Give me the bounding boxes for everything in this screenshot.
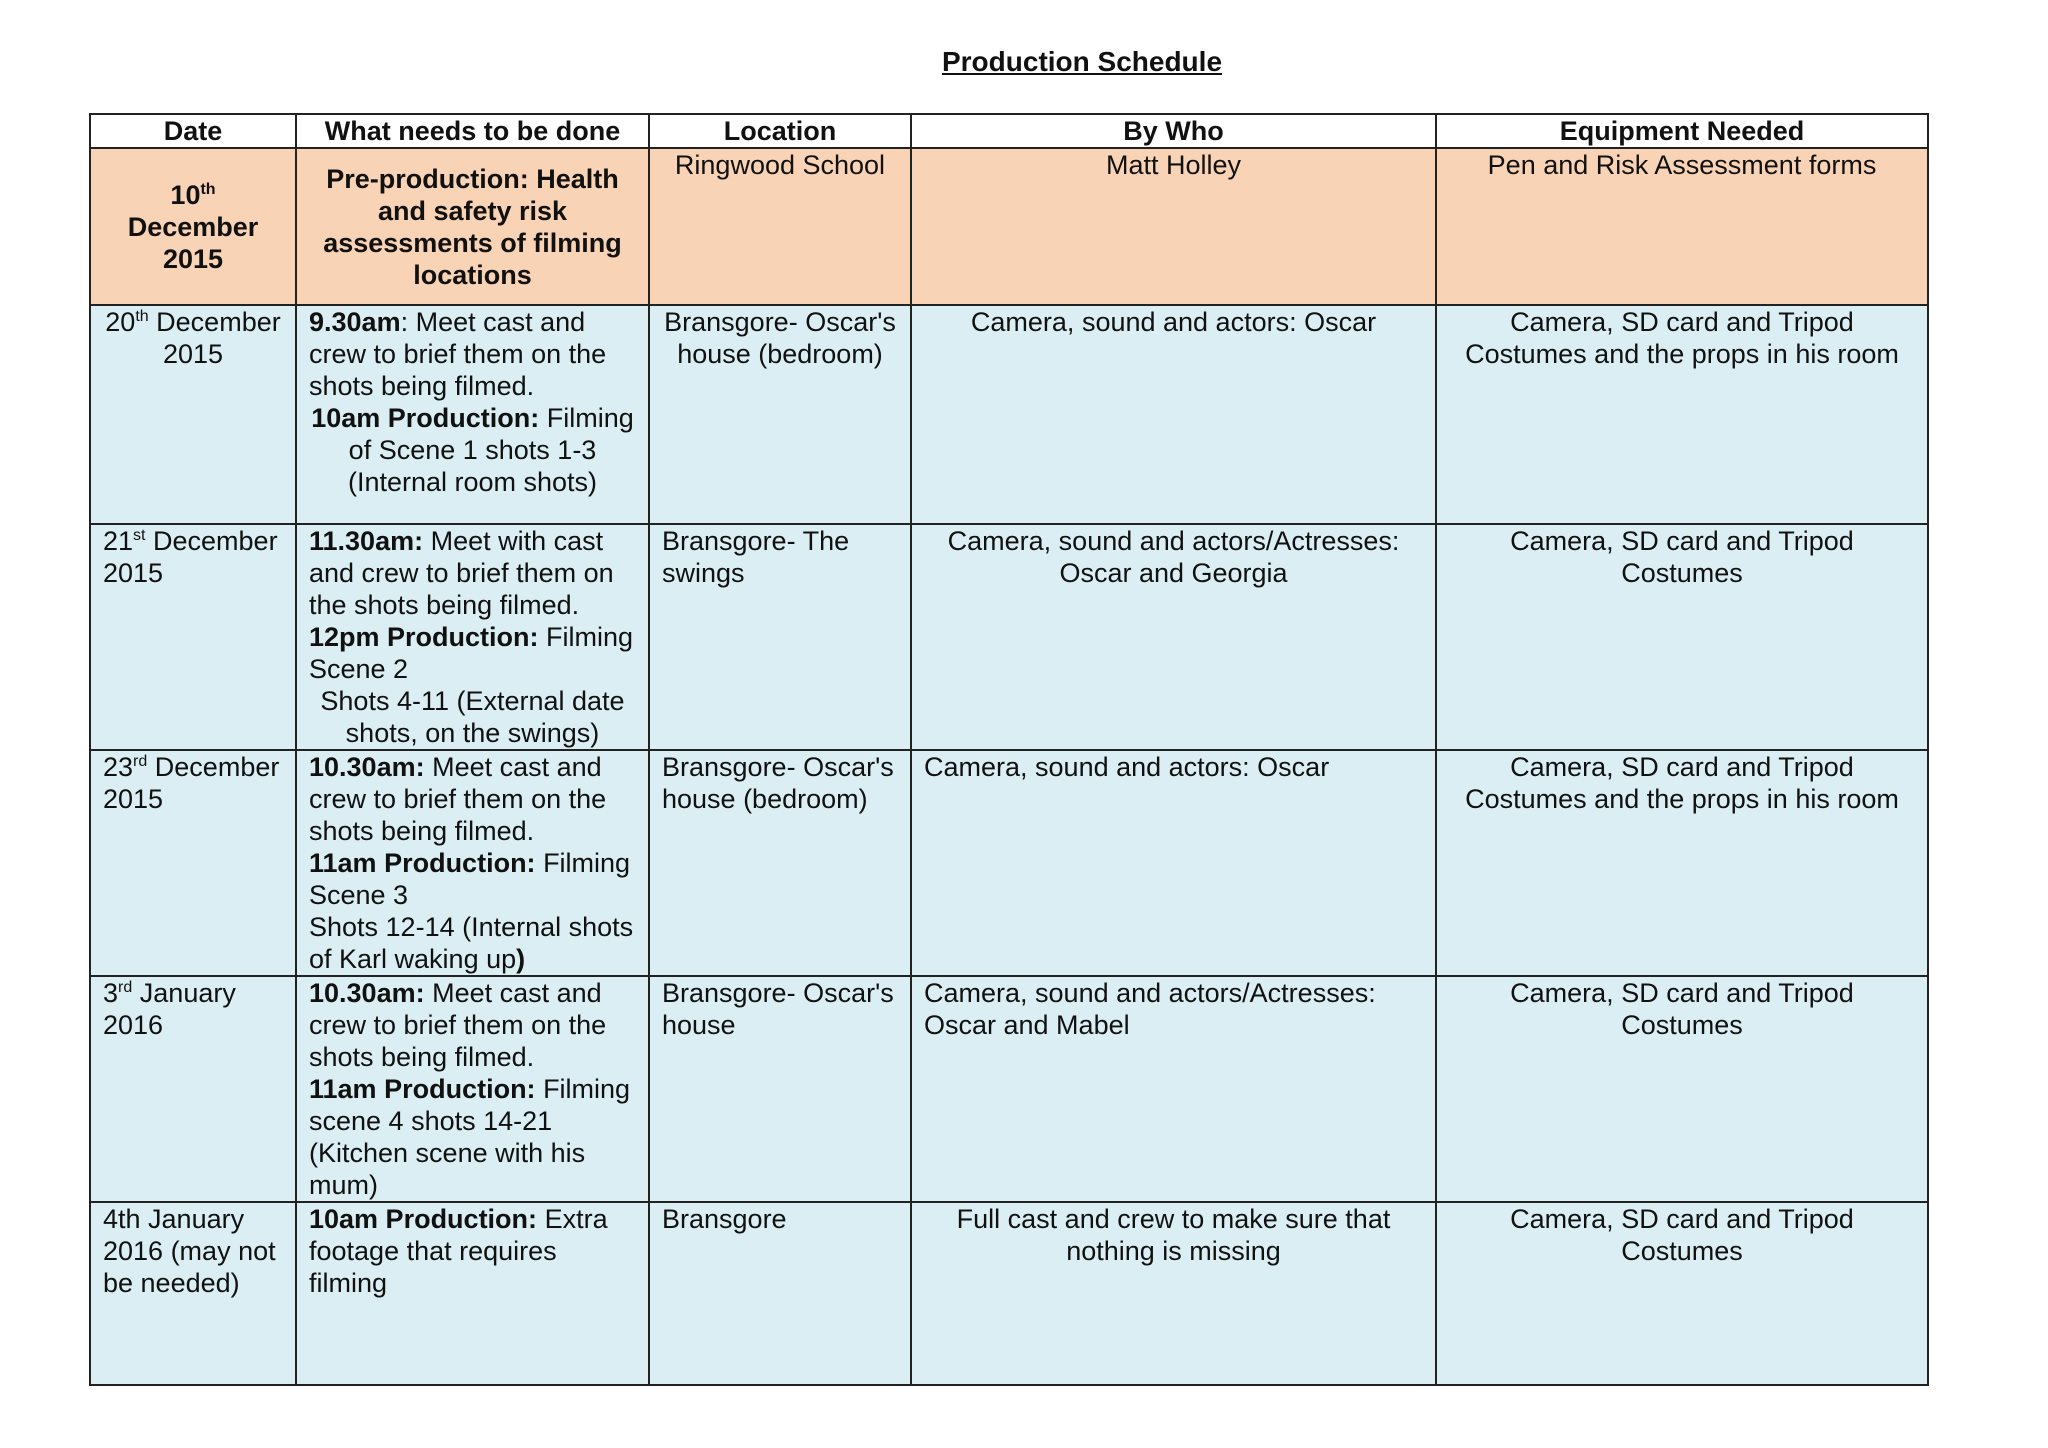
- by-who-text: Full cast and crew to make sure that nothing is missing: [956, 1204, 1391, 1266]
- production-text: Extra footage that requires filming: [309, 1204, 608, 1298]
- equipment-line-1: Camera, SD card and Tripod: [1510, 1204, 1854, 1234]
- equipment-line-1: Camera, SD card and Tripod: [1510, 978, 1854, 1008]
- production-label: 11am Production:: [309, 848, 536, 878]
- by-who-cell: [911, 976, 1436, 1202]
- date-text: 4th January 2016 (may not be needed): [103, 1204, 276, 1298]
- production-extra-paren: ): [516, 944, 526, 974]
- equipment-line-1: Camera, SD card and Tripod: [1510, 752, 1854, 782]
- location-text: Ringwood School: [674, 150, 886, 180]
- date-day: 21: [103, 526, 134, 556]
- date-month-year: December 2015: [156, 307, 281, 369]
- equipment-cell: [1436, 750, 1928, 976]
- date-cell: [90, 524, 296, 750]
- task-text: Pre-production: Health and safety risk assessments of filming locations: [323, 163, 622, 290]
- by-who-text: Camera, sound and actors/Actresses: Oscar and Mabel: [924, 978, 1376, 1040]
- task-cell: [296, 750, 649, 976]
- production-label: 11am Production:: [309, 1074, 536, 1104]
- date-month-year: December 2015: [127, 211, 259, 274]
- date-suffix: th: [135, 308, 149, 325]
- equipment-line-2: Costumes: [1621, 1236, 1743, 1266]
- location-cell: [649, 148, 911, 305]
- production-schedule-table: [89, 113, 1929, 1386]
- header-date: Date: [90, 114, 296, 148]
- by-who-line-2: Oscar and Georgia: [1059, 558, 1288, 588]
- date-cell: [90, 750, 296, 976]
- meet-text: Meet cast and crew to brief them on the shots being filmed.: [309, 978, 607, 1072]
- production-text: Filming scene 4 shots 14-21 (Kitchen scene with his mum): [309, 1074, 631, 1200]
- table-row: [90, 976, 1928, 1202]
- table-row: [90, 148, 1928, 305]
- by-who-text: Camera, sound and actors: Oscar: [924, 752, 1330, 782]
- task-cell: [296, 148, 649, 305]
- task-cell: [296, 1202, 649, 1385]
- equipment-text: Pen and Risk Assessment forms: [1487, 150, 1877, 180]
- equipment-cell: [1436, 976, 1928, 1202]
- date-cell: [90, 148, 296, 305]
- production-label: 10am Production:: [311, 403, 540, 433]
- by-who-cell: [911, 305, 1436, 524]
- meet-time: 10.30am:: [309, 752, 425, 782]
- date-day: 3: [103, 978, 119, 1008]
- equipment-line-2: Costumes and the props in his room: [1465, 339, 1899, 369]
- meet-text: Meet cast and crew to brief them on the shots being filmed.: [309, 752, 607, 846]
- location-cell: [649, 524, 911, 750]
- header-task: What needs to be done: [296, 114, 649, 148]
- by-who-cell: [911, 1202, 1436, 1385]
- date-cell: [90, 976, 296, 1202]
- task-cell: [296, 976, 649, 1202]
- location-text: Bransgore: [662, 1204, 787, 1234]
- equipment-cell: [1436, 1202, 1928, 1385]
- location-text: Bransgore- Oscar's house (bedroom): [664, 307, 896, 369]
- date-month-year: December 2015: [103, 526, 278, 588]
- table-row: [90, 750, 1928, 976]
- meet-text: Meet with cast and crew to brief them on the shots being filmed.: [309, 526, 614, 620]
- production-label: 10am Production:: [309, 1204, 538, 1234]
- task-cell: [296, 524, 649, 750]
- location-cell: [649, 1202, 911, 1385]
- equipment-line-2: Costumes: [1621, 1010, 1743, 1040]
- by-who-cell: [911, 148, 1436, 305]
- equipment-cell: [1436, 305, 1928, 524]
- equipment-cell: [1436, 148, 1928, 305]
- equipment-line-2: Costumes: [1621, 558, 1743, 588]
- date-day: 23: [103, 752, 134, 782]
- location-text: Bransgore- Oscar's house: [662, 978, 894, 1040]
- by-who-text: Matt Holley: [1105, 150, 1242, 180]
- location-cell: [649, 750, 911, 976]
- production-text: Filming of Scene 1 shots 1-3 (Internal room shots): [347, 403, 634, 497]
- equipment-cell: [1436, 524, 1928, 750]
- location-cell: [649, 305, 911, 524]
- meet-text: : Meet cast and crew to brief them on the shots being filmed.: [309, 307, 607, 401]
- equipment-line-1: Camera, SD card and Tripod: [1510, 526, 1854, 556]
- date-suffix: rd: [118, 979, 133, 996]
- meet-time: 10.30am:: [309, 978, 425, 1008]
- by-who-cell: [911, 750, 1436, 976]
- date-day: 10: [170, 179, 201, 210]
- location-cell: [649, 976, 911, 1202]
- production-label: 12pm Production:: [309, 622, 539, 652]
- meet-time: 11.30am:: [309, 526, 424, 556]
- table-row: [90, 1202, 1928, 1385]
- date-suffix: st: [133, 527, 146, 544]
- header-by-who: By Who: [911, 114, 1436, 148]
- by-who-line-1: Camera, sound and actors/Actresses:: [947, 526, 1400, 556]
- location-text: Bransgore- The swings: [662, 526, 850, 588]
- table-header-row: [90, 114, 1928, 148]
- date-suffix: rd: [133, 753, 148, 770]
- equipment-line-2: Costumes and the props in his room: [1465, 784, 1899, 814]
- date-day: 20: [105, 307, 136, 337]
- task-cell: [296, 305, 649, 524]
- header-equipment: Equipment Needed: [1436, 114, 1928, 148]
- date-month-year: January 2016: [103, 978, 236, 1040]
- date-cell: [90, 1202, 296, 1385]
- location-text: Bransgore- Oscar's house (bedroom): [662, 752, 894, 814]
- production-extra: Shots 4-11 (External date shots, on the swings): [320, 686, 625, 748]
- production-text: Filming Scene 2: [309, 622, 634, 684]
- date-suffix: th: [200, 180, 216, 198]
- production-extra: Shots 12-14 (Internal shots of Karl waking up: [309, 912, 634, 974]
- date-month-year: December 2015: [103, 752, 280, 814]
- header-location: Location: [649, 114, 911, 148]
- table-row: [90, 524, 1928, 750]
- document-title: Production Schedule: [941, 46, 1223, 77]
- equipment-line-1: Camera, SD card and Tripod: [1510, 307, 1854, 337]
- meet-time: 9.30am: [309, 307, 401, 337]
- table-row: [90, 305, 1928, 524]
- by-who-text: Camera, sound and actors: Oscar: [970, 307, 1377, 337]
- by-who-cell: [911, 524, 1436, 750]
- date-cell: [90, 305, 296, 524]
- production-text: Filming Scene 3: [309, 848, 631, 910]
